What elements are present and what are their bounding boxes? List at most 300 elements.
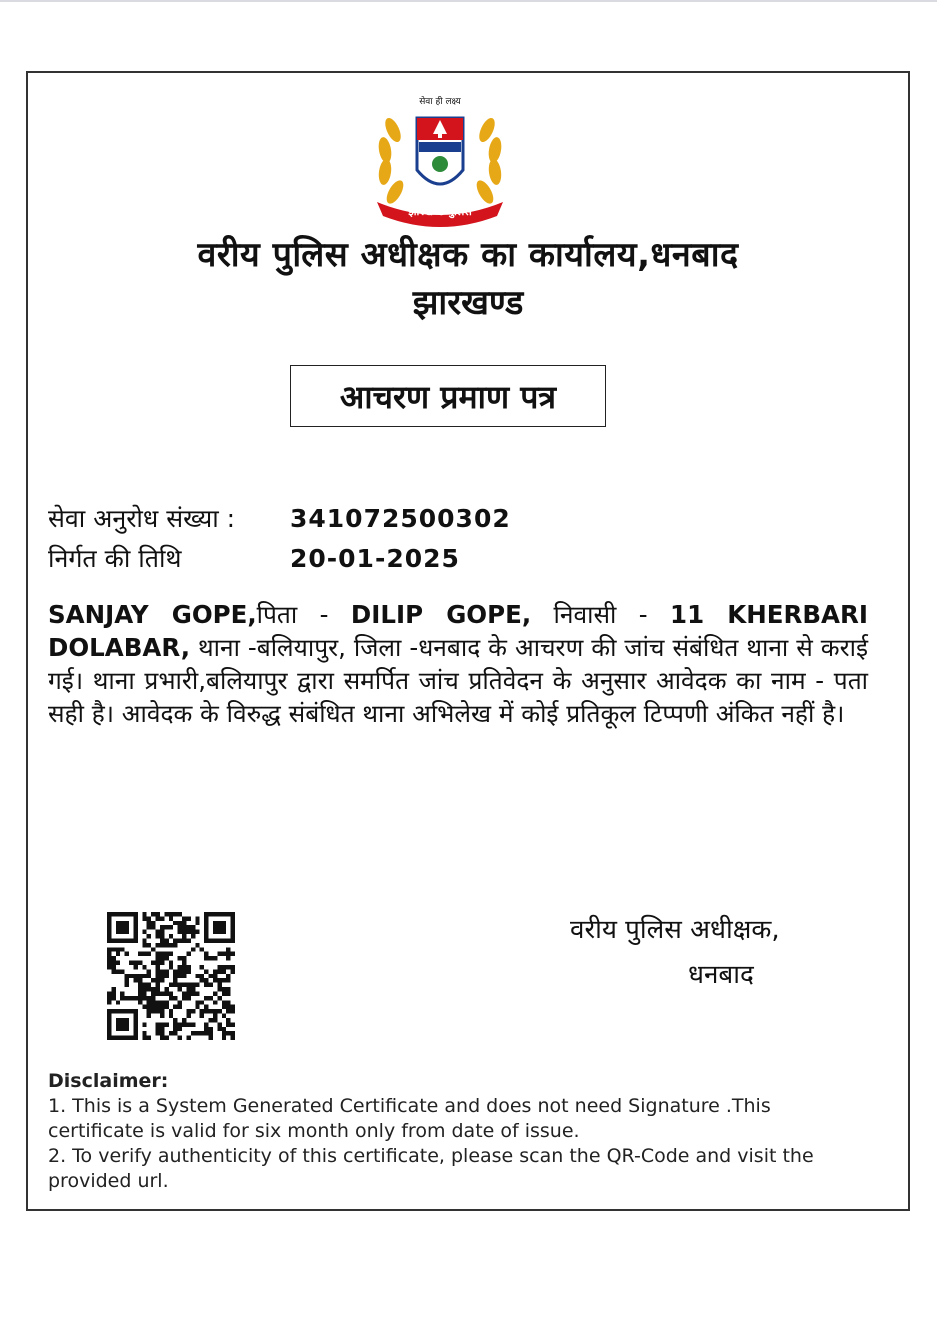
qr-module <box>125 930 129 934</box>
qr-module <box>164 956 168 960</box>
qr-module <box>222 987 226 991</box>
qr-module <box>151 1009 155 1013</box>
office-title: वरीय पुलिस अधीक्षक का कार्यालय,धनबाद <box>197 235 739 275</box>
qr-module <box>156 956 160 960</box>
qr-module <box>231 930 235 934</box>
qr-module <box>204 983 208 987</box>
qr-module <box>107 961 111 965</box>
qr-module <box>120 1036 124 1040</box>
qr-module <box>164 969 168 973</box>
signatory-location: धनबाद <box>688 960 754 990</box>
qr-module <box>151 978 155 982</box>
qr-module <box>160 1036 164 1040</box>
qr-module <box>147 1000 151 1004</box>
qr-module <box>125 1018 129 1022</box>
qr-module <box>160 943 164 947</box>
qr-module <box>186 991 190 995</box>
svg-text:झारखण्ड पुलिस: झारखण्ड पुलिस <box>408 205 472 218</box>
qr-module <box>226 991 230 995</box>
qr-module <box>213 956 217 960</box>
qr-module <box>125 921 129 925</box>
qr-module <box>204 930 208 934</box>
qr-module <box>169 1014 173 1018</box>
qr-module <box>226 1005 230 1009</box>
qr-module <box>191 1031 195 1035</box>
qr-module <box>226 978 230 982</box>
qr-module <box>164 1022 168 1026</box>
qr-module <box>151 1000 155 1004</box>
qr-module <box>147 983 151 987</box>
qr-module <box>191 930 195 934</box>
qr-module <box>186 987 190 991</box>
qr-module <box>142 952 146 956</box>
qr-module <box>164 943 168 947</box>
qr-module <box>156 991 160 995</box>
qr-module <box>178 965 182 969</box>
qr-module <box>204 912 208 916</box>
qr-module <box>107 934 111 938</box>
qr-module <box>160 956 164 960</box>
qr-module <box>200 974 204 978</box>
qr-module <box>125 983 129 987</box>
qr-module <box>204 934 208 938</box>
qr-module <box>116 930 120 934</box>
qr-module <box>151 991 155 995</box>
qr-module <box>217 965 221 969</box>
qr-module <box>142 912 146 916</box>
qr-module <box>217 996 221 1000</box>
qr-module <box>195 974 199 978</box>
qr-module <box>178 1000 182 1004</box>
qr-module <box>195 916 199 920</box>
qr-module <box>226 1022 230 1026</box>
qr-module <box>120 1027 124 1031</box>
qr-module <box>209 1031 213 1035</box>
qr-module <box>213 1014 217 1018</box>
qr-module <box>111 956 115 960</box>
qr-module <box>125 996 129 1000</box>
jharkhand-police-emblem <box>355 90 525 230</box>
qr-module <box>213 912 217 916</box>
qr-module <box>138 974 142 978</box>
qr-module <box>142 1005 146 1009</box>
qr-module <box>107 912 111 916</box>
qr-module <box>186 952 190 956</box>
qr-module <box>160 1005 164 1009</box>
qr-module <box>133 938 137 942</box>
qr-module <box>156 943 160 947</box>
qr-module <box>133 965 137 969</box>
qr-module <box>147 969 151 973</box>
qr-module <box>147 1036 151 1040</box>
qr-module <box>226 1018 230 1022</box>
qr-module <box>111 938 115 942</box>
qr-module <box>147 996 151 1000</box>
qr-module <box>204 1005 208 1009</box>
qr-module <box>142 930 146 934</box>
qr-module <box>142 938 146 942</box>
qr-module <box>164 925 168 929</box>
qr-module <box>120 1009 124 1013</box>
qr-module <box>173 978 177 982</box>
qr-module <box>160 1027 164 1031</box>
qr-module <box>209 1018 213 1022</box>
qr-module <box>160 938 164 942</box>
qr-module <box>182 930 186 934</box>
qr-module <box>186 938 190 942</box>
qr-module <box>160 1009 164 1013</box>
qr-module <box>200 1031 204 1035</box>
qr-module <box>129 1036 133 1040</box>
qr-module <box>116 969 120 973</box>
qr-module <box>156 1000 160 1004</box>
qr-module <box>186 996 190 1000</box>
disclaimer <box>48 1069 858 1194</box>
qr-module <box>156 1005 160 1009</box>
qr-module <box>217 1027 221 1031</box>
qr-module <box>164 938 168 942</box>
qr-module <box>111 996 115 1000</box>
qr-module <box>195 1005 199 1009</box>
qr-module <box>191 1022 195 1026</box>
qr-module <box>173 996 177 1000</box>
qr-module <box>186 1036 190 1040</box>
qr-module <box>178 912 182 916</box>
qr-module <box>195 1000 199 1004</box>
signatory-title: वरीय पुलिस अधीक्षक, <box>570 915 780 945</box>
qr-module <box>186 965 190 969</box>
qr-module <box>133 1031 137 1035</box>
qr-module <box>173 938 177 942</box>
qr-module <box>151 925 155 929</box>
qr-module <box>116 961 120 965</box>
qr-module <box>209 912 213 916</box>
issue-date-row <box>48 542 460 576</box>
qr-module <box>116 1009 120 1013</box>
qr-module <box>111 1036 115 1040</box>
qr-module <box>200 965 204 969</box>
qr-module <box>129 961 133 965</box>
qr-module <box>125 978 129 982</box>
qr-module <box>213 1018 217 1022</box>
qr-module <box>182 991 186 995</box>
qr-module <box>191 1009 195 1013</box>
qr-module <box>116 952 120 956</box>
qr-module <box>191 991 195 995</box>
qr-module <box>173 974 177 978</box>
qr-module <box>107 938 111 942</box>
issue-date-value: 20-01-2025 <box>290 544 460 573</box>
qr-module <box>129 974 133 978</box>
qr-module <box>147 1014 151 1018</box>
qr-module <box>226 1009 230 1013</box>
qr-module <box>191 934 195 938</box>
qr-module <box>111 965 115 969</box>
qr-module <box>200 1009 204 1013</box>
qr-module <box>133 916 137 920</box>
qr-module <box>222 991 226 995</box>
qr-module <box>142 1036 146 1040</box>
qr-module <box>160 978 164 982</box>
qr-module <box>195 930 199 934</box>
qr-module <box>182 916 186 920</box>
qr-module <box>138 978 142 982</box>
qr-module <box>222 1027 226 1031</box>
qr-module <box>156 952 160 956</box>
qr-module <box>133 934 137 938</box>
qr-module <box>133 961 137 965</box>
qr-module <box>160 991 164 995</box>
qr-module <box>120 930 124 934</box>
qr-module <box>160 930 164 934</box>
qr-module <box>191 947 195 951</box>
qr-module <box>120 991 124 995</box>
qr-module <box>231 925 235 929</box>
qr-module <box>142 974 146 978</box>
qr-module <box>107 1022 111 1026</box>
qr-module <box>111 961 115 965</box>
qr-module <box>178 969 182 973</box>
qr-module <box>231 969 235 973</box>
qr-module <box>226 987 230 991</box>
qr-module <box>160 969 164 973</box>
qr-module <box>182 938 186 942</box>
qr-module <box>186 983 190 987</box>
qr-module <box>191 987 195 991</box>
qr-module <box>209 1027 213 1031</box>
qr-module <box>204 921 208 925</box>
qr-module <box>116 1022 120 1026</box>
qr-module <box>182 921 186 925</box>
qr-module <box>107 925 111 929</box>
qr-module <box>182 934 186 938</box>
qr-module <box>160 974 164 978</box>
qr-module <box>169 1031 173 1035</box>
qr-module <box>116 1027 120 1031</box>
applicant-name: SANJAY GOPE, <box>48 600 257 629</box>
qr-module <box>125 1036 129 1040</box>
qr-module <box>164 974 168 978</box>
certificate-title: आचरण प्रमाण पत्र <box>290 365 606 427</box>
qr-module <box>120 969 124 973</box>
qr-module <box>156 1009 160 1013</box>
qr-module <box>107 1027 111 1031</box>
qr-module <box>107 956 111 960</box>
qr-module <box>195 1031 199 1035</box>
qr-module <box>173 969 177 973</box>
qr-module <box>231 1036 235 1040</box>
qr-module <box>156 916 160 920</box>
qr-module <box>182 974 186 978</box>
qr-module <box>173 1005 177 1009</box>
qr-module <box>195 921 199 925</box>
qr-module <box>156 983 160 987</box>
qr-module <box>164 952 168 956</box>
qr-module <box>182 983 186 987</box>
certificate-statement: थाना -बलियापुर, जिला -धनबाद के आचरण की जांच संबंधित थाना से कराई गई। थाना प्रभारी,बलियापुर द्वारा समर्पित जांच प्रतिवेदन के अनुसार आवेदक का नाम - पता सही है। आवेदक के विरुद्ध संबंधित थाना अभिलेख में कोई प्रतिकूल टिप्पणी अंकित नहीं है। <box>48 633 868 728</box>
qr-module <box>200 1000 204 1004</box>
qr-module <box>222 965 226 969</box>
verification-qr-code[interactable] <box>107 912 235 1040</box>
qr-module <box>209 983 213 987</box>
qr-module <box>173 912 177 916</box>
qr-module <box>213 930 217 934</box>
qr-module <box>129 996 133 1000</box>
qr-module <box>111 969 115 973</box>
disclaimer-line-2: 2. To verify authenticity of this certificate, please scan the QR-Code and visit the provided url. <box>48 1145 814 1192</box>
qr-module <box>178 974 182 978</box>
qr-module <box>231 1031 235 1035</box>
qr-module <box>116 947 120 951</box>
qr-module <box>186 925 190 929</box>
qr-module <box>164 1000 168 1004</box>
qr-module <box>142 987 146 991</box>
qr-module <box>120 996 124 1000</box>
qr-module <box>133 912 137 916</box>
qr-module <box>147 916 151 920</box>
qr-module <box>178 987 182 991</box>
qr-module <box>164 1005 168 1009</box>
qr-module <box>186 916 190 920</box>
qr-module <box>204 916 208 920</box>
qr-module <box>107 952 111 956</box>
qr-module <box>200 947 204 951</box>
qr-module <box>160 1000 164 1004</box>
qr-module <box>133 1022 137 1026</box>
qr-module <box>133 1018 137 1022</box>
qr-module <box>107 1031 111 1035</box>
qr-module <box>226 965 230 969</box>
qr-module <box>138 987 142 991</box>
qr-module <box>169 952 173 956</box>
qr-module <box>164 991 168 995</box>
qr-module <box>156 987 160 991</box>
qr-module <box>173 983 177 987</box>
qr-module <box>178 956 182 960</box>
qr-module <box>142 965 146 969</box>
qr-module <box>222 1000 226 1004</box>
qr-module <box>133 996 137 1000</box>
request-number-label: सेवा अनुरोध संख्या : <box>48 504 236 533</box>
issue-date-label: निर्गत की तिथि <box>48 544 182 573</box>
qr-module <box>111 947 115 951</box>
qr-module <box>173 1018 177 1022</box>
qr-module <box>222 978 226 982</box>
svg-text:सेवा ही लक्ष्य: सेवा ही लक्ष्य <box>419 97 461 107</box>
qr-module <box>178 930 182 934</box>
resident-label: निवासी - <box>531 600 671 629</box>
qr-module <box>151 947 155 951</box>
qr-module <box>191 983 195 987</box>
qr-module <box>231 1022 235 1026</box>
qr-module <box>195 983 199 987</box>
qr-module <box>213 1000 217 1004</box>
qr-module <box>116 938 120 942</box>
qr-module <box>204 978 208 982</box>
qr-module <box>226 1000 230 1004</box>
qr-module <box>222 921 226 925</box>
qr-module <box>231 1005 235 1009</box>
qr-module <box>156 930 160 934</box>
qr-module <box>178 921 182 925</box>
qr-module <box>111 912 115 916</box>
qr-module <box>133 1036 137 1040</box>
qr-module <box>133 978 137 982</box>
qr-module <box>217 1022 221 1026</box>
qr-module <box>200 1014 204 1018</box>
applicant-address: 11 KHERBARI DOLABAR, <box>48 600 868 662</box>
qr-module <box>226 956 230 960</box>
qr-module <box>169 961 173 965</box>
qr-module <box>182 969 186 973</box>
qr-module <box>226 938 230 942</box>
qr-module <box>160 961 164 965</box>
qr-module <box>120 925 124 929</box>
qr-module <box>116 1000 120 1004</box>
qr-module <box>191 925 195 929</box>
qr-module <box>217 1009 221 1013</box>
qr-module <box>182 1022 186 1026</box>
qr-module <box>217 987 221 991</box>
request-number-value: 341072500302 <box>290 504 511 533</box>
qr-module <box>120 947 124 951</box>
qr-module <box>138 961 142 965</box>
qr-module <box>116 912 120 916</box>
qr-module <box>204 1009 208 1013</box>
qr-module <box>231 1009 235 1013</box>
qr-module <box>213 978 217 982</box>
qr-module <box>107 996 111 1000</box>
disclaimer-line-1: 1. This is a System Generated Certificate and does not need Signature .This certificate is valid for six month only from date of issue. <box>48 1095 771 1142</box>
qr-module <box>182 996 186 1000</box>
qr-module <box>231 965 235 969</box>
request-number-row <box>48 502 511 536</box>
qr-module <box>120 912 124 916</box>
qr-module <box>133 921 137 925</box>
qr-module <box>173 943 177 947</box>
father-name: DILIP GOPE, <box>350 600 532 629</box>
qr-module <box>107 930 111 934</box>
qr-module <box>142 996 146 1000</box>
qr-module <box>217 952 221 956</box>
qr-module <box>107 921 111 925</box>
qr-module <box>125 974 129 978</box>
qr-module <box>178 1036 182 1040</box>
qr-module <box>156 1027 160 1031</box>
qr-module <box>213 921 217 925</box>
qr-module <box>120 1018 124 1022</box>
qr-module <box>231 938 235 942</box>
qr-module <box>231 912 235 916</box>
qr-module <box>222 1031 226 1035</box>
qr-module <box>125 912 129 916</box>
qr-module <box>204 1031 208 1035</box>
qr-module <box>156 965 160 969</box>
qr-module <box>217 938 221 942</box>
qr-module <box>169 991 173 995</box>
qr-module <box>133 930 137 934</box>
qr-module <box>133 1014 137 1018</box>
qr-module <box>217 969 221 973</box>
qr-module <box>222 1014 226 1018</box>
qr-module <box>226 952 230 956</box>
qr-module <box>204 938 208 942</box>
qr-module <box>138 991 142 995</box>
qr-module <box>164 987 168 991</box>
emblem-icon <box>355 90 525 230</box>
qr-module <box>156 912 160 916</box>
qr-module <box>116 921 120 925</box>
